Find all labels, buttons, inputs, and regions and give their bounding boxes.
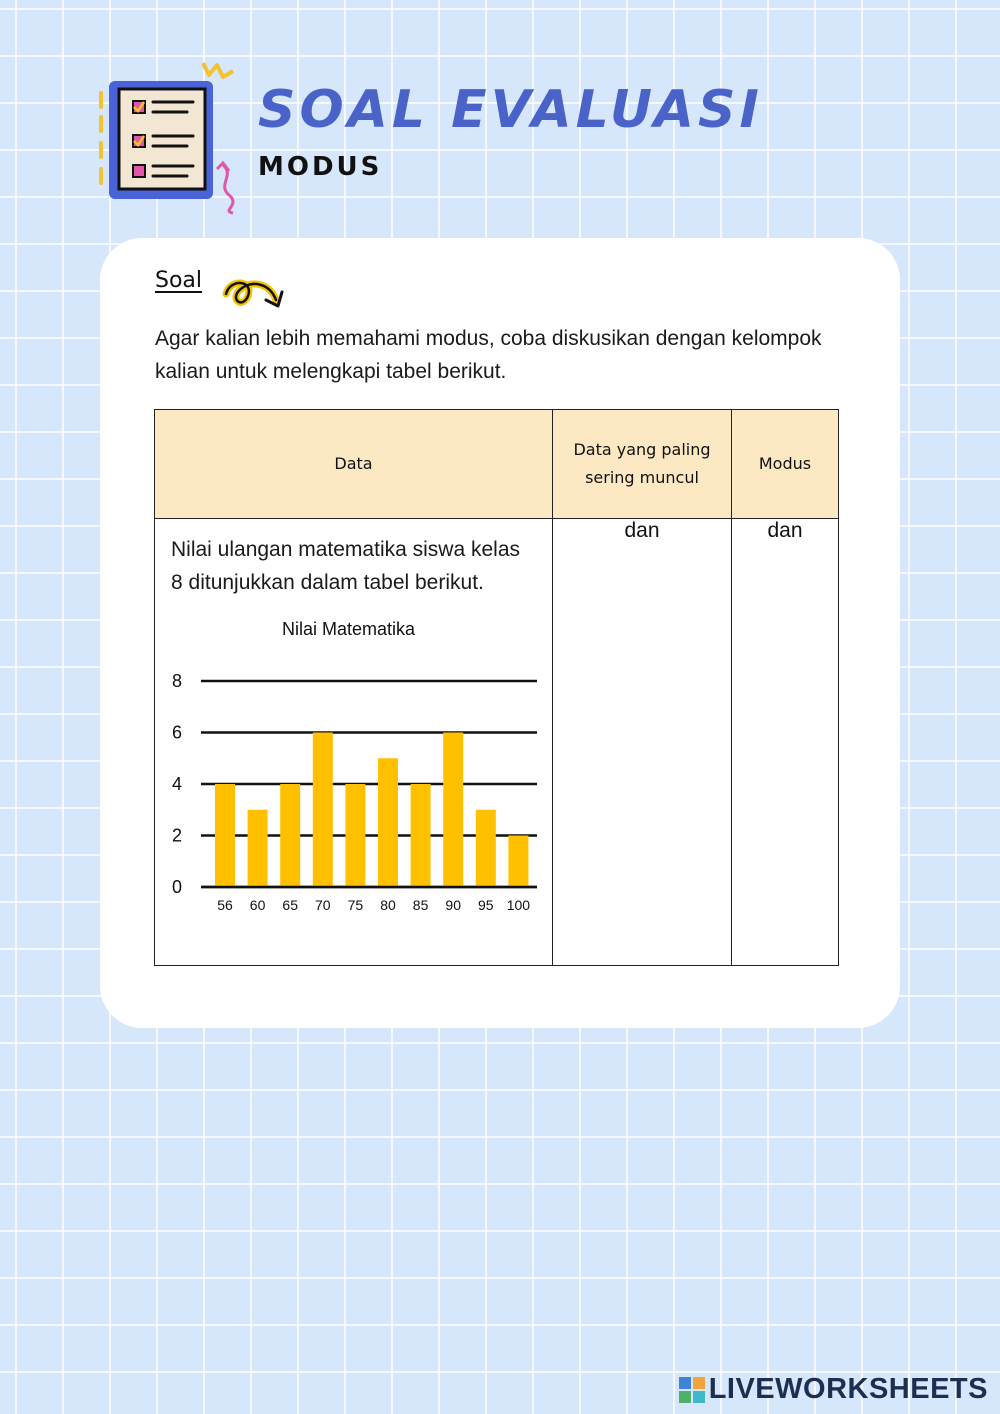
question-card xyxy=(100,238,900,1028)
x-tick-label: 70 xyxy=(315,897,331,913)
table-row xyxy=(155,519,839,966)
x-tick-label: 80 xyxy=(380,897,396,913)
y-tick-label: 8 xyxy=(171,671,183,691)
y-tick-label: 4 xyxy=(171,774,183,794)
page-title: SOAL EVALUASI xyxy=(258,80,763,140)
chart-title: Nilai Matematika xyxy=(281,619,416,639)
modus-cell[interactable]: dan xyxy=(732,519,839,966)
bar xyxy=(345,784,365,887)
evaluation-table xyxy=(154,409,839,966)
header-modus: Modus xyxy=(732,410,839,519)
page-subtitle: MODUS xyxy=(258,152,383,182)
x-tick-label: 90 xyxy=(445,897,461,913)
y-tick-label: 2 xyxy=(171,825,183,846)
brand-text: LIVEWORKSHEETS xyxy=(708,1373,988,1405)
curly-arrow-icon xyxy=(220,274,290,316)
y-tick-label: 6 xyxy=(171,722,183,743)
bar xyxy=(411,784,431,887)
x-tick-label: 56 xyxy=(217,897,233,913)
x-tick-label: 65 xyxy=(282,897,298,913)
liveworksheets-logo-icon xyxy=(679,1377,705,1403)
x-tick-label: 85 xyxy=(412,897,429,913)
x-tick-label: 75 xyxy=(347,897,364,913)
bar-chart xyxy=(155,644,551,934)
header-data: Data xyxy=(155,410,553,519)
bar xyxy=(378,758,398,887)
bar xyxy=(215,784,235,887)
x-tick-label: 60 xyxy=(249,897,266,913)
table-header-row xyxy=(155,410,839,519)
x-tick-label: 95 xyxy=(478,897,494,913)
bar xyxy=(248,810,268,887)
most-frequent-cell[interactable]: dan xyxy=(553,519,732,966)
bar xyxy=(508,836,528,888)
bar xyxy=(313,733,333,888)
data-description: Nilai ulangan matematika siswa kelas 8 ditunjukkan dalam tabel berikut. xyxy=(171,538,520,594)
brand-logo xyxy=(679,1373,988,1406)
bar xyxy=(476,810,496,887)
bar xyxy=(280,784,300,887)
y-tick-label: 0 xyxy=(171,877,183,897)
checklist-icon xyxy=(95,55,245,215)
x-tick-label: 100 xyxy=(506,897,531,913)
header-most-frequent: Data yang paling sering muncul xyxy=(553,410,732,519)
section-label: Soal xyxy=(155,268,203,293)
bar xyxy=(443,733,463,888)
intro-text: Agar kalian lebih memahami modus, coba diskusikan dengan kelompok kalian untuk melengkapi tabel berikut. xyxy=(155,327,822,383)
data-cell xyxy=(155,519,553,966)
